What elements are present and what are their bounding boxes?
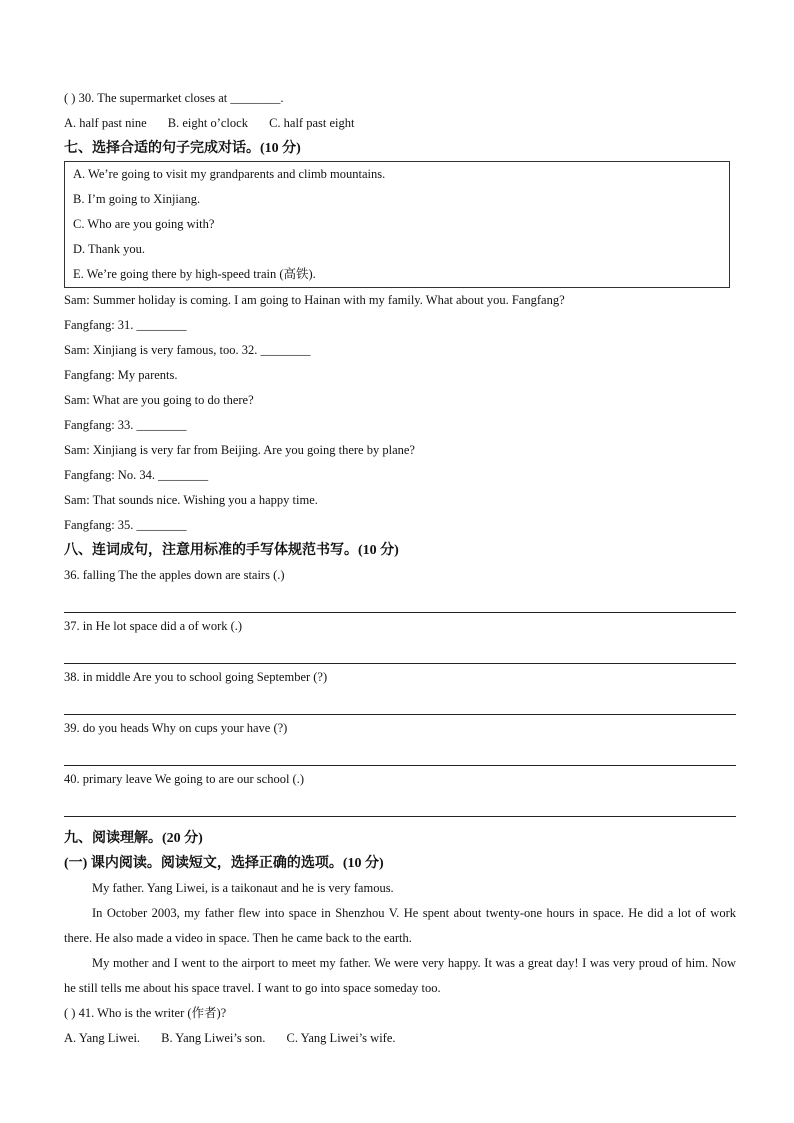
dialogue-line: Sam: Xinjiang is very famous, too. 32. ________: [64, 343, 311, 357]
option-c: C. half past eight: [269, 116, 355, 130]
answer-line-38[interactable]: [64, 690, 736, 715]
dialogue-line: Sam: What are you going to do there?: [64, 393, 254, 407]
reading-paragraph-1: My father. Yang Liwei, is a taikonaut and he is very famous.: [92, 881, 394, 895]
sentence-item-39: 39. do you heads Why on cups your have (?): [64, 721, 288, 735]
choice-box: [64, 161, 730, 288]
question-30-options: [64, 111, 736, 136]
dialogue-line: Sam: Xinjiang is very far from Beijing. Are you going there by plane?: [64, 443, 415, 457]
choice-d: D. Thank you.: [73, 242, 145, 256]
choice-b: B. I’m going to Xinjiang.: [73, 192, 201, 206]
dialogue-line: Fangfang: No. 34. ________: [64, 468, 209, 482]
option-b: B. eight o’clock: [167, 116, 248, 130]
reading-paragraph-2: In October 2003, my father flew into space in Shenzhou V. He spent about twenty-one hours in space. He did a lot of work there. He also made a video in space. Then he came back to the earth.: [64, 906, 736, 945]
choice-c: C. Who are you going with?: [73, 217, 215, 231]
answer-line-37[interactable]: [64, 639, 736, 664]
answer-line-39[interactable]: [64, 741, 736, 766]
section-9-subheading: (一) 课内阅读。阅读短文，选择正确的选项。(10 分): [64, 856, 384, 871]
question-41: ( ) 41. Who is the writer (作者)?: [64, 1006, 227, 1020]
answer-line-36[interactable]: [64, 588, 736, 613]
option-c: C. Yang Liwei’s wife.: [286, 1031, 396, 1045]
exam-page: [64, 86, 736, 1051]
option-a: A. half past nine: [64, 116, 147, 130]
dialogue-line: Fangfang: 33. ________: [64, 418, 187, 432]
option-b: B. Yang Liwei’s son.: [161, 1031, 266, 1045]
sentence-item-36: 36. falling The the apples down are stairs (.): [64, 568, 285, 582]
section-9-heading: 九、阅读理解。(20 分): [64, 831, 203, 846]
option-a: A. Yang Liwei.: [64, 1031, 141, 1045]
reading-paragraph-3: My mother and I went to the airport to meet my father. We were very happy. It was a great day! I was very proud of him. Now he still tells me about his space travel. I want to go into space someday too.: [64, 956, 736, 995]
dialogue-line: Fangfang: 31. ________: [64, 318, 187, 332]
sentence-item-38: 38. in middle Are you to school going September (?): [64, 670, 328, 684]
sentence-item-37: 37. in He lot space did a of work (.): [64, 619, 243, 633]
question-41-options: [64, 1026, 736, 1051]
sentence-item-40: 40. primary leave We going to are our school (.): [64, 772, 305, 786]
section-7-heading: 七、选择合适的句子完成对话。(10 分): [64, 141, 301, 156]
dialogue-line: Sam: That sounds nice. Wishing you a happy time.: [64, 493, 318, 507]
dialogue-line: Fangfang: My parents.: [64, 368, 178, 382]
choice-a: A. We’re going to visit my grandparents and climb mountains.: [73, 167, 386, 181]
dialogue-line: Fangfang: 35. ________: [64, 518, 187, 532]
choice-e: E. We’re going there by high-speed train (高铁).: [73, 267, 316, 281]
question-30: ( ) 30. The supermarket closes at ________.: [64, 91, 284, 105]
answer-line-40[interactable]: [64, 792, 736, 817]
section-8-heading: 八、连词成句，注意用标准的手写体规范书写。(10 分): [64, 543, 399, 558]
dialogue-line: Sam: Summer holiday is coming. I am going to Hainan with my family. What about you. Fangfang?: [64, 293, 565, 307]
